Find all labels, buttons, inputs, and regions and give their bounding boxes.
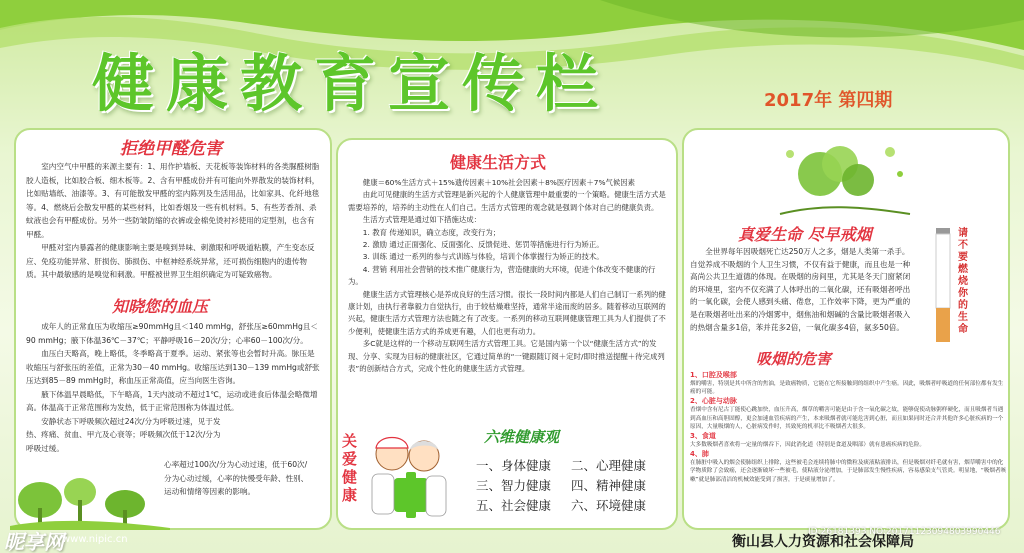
six-item: 一、身体健康 [476,458,552,473]
quit-smoking-para: 全世界每年因吸烟死亡达250万人之多，烟是人类第一杀手。自觉养成不吸烟的个人卫生习惯，不仅有益于健康，而且也是一种高尚公共卫生道德的体现。在吸烟的房间里，尤其是冬天门窗紧闭的环境里，室内不仅充满了人体呼出的二氧化碳，还有吸烟者呼出的一氧化碳，会使人感到头痛、倦怠，工作效率下降，更为严重的是在吸烟者吐出来的冷烟雾中，烟焦油和烟碱的含量比吸烟者吸入的热烟含量多1倍，苯并芘多2倍，一氧化碳多4倍，氨多50倍。 [690,247,911,332]
harm-heading: 2、心脏与动脉 [690,397,737,406]
green-foliage-illustration [760,134,920,220]
smoking-harm-list [690,370,1008,484]
harm-text: 香烟中含有尼古丁能使心跳加快，血压升高，烟草的嚼害可能是由于含一氧化碳之故，能够促使动脉粥样硬化，而且吸烟者当遇到高血压和高胆固醇，更会加速血管疾病的产生，本来吸烟者就可能危害到心脏，而且如果同时还合并其他许多心脏疾病的一个原因，大量吸烟的人，心脏病发作时，其致死的机率比不吸烟者大很多。 [690,407,1004,430]
trees-illustration [10,470,170,530]
blood-pressure-text [26,320,322,455]
six-item: 五、社会健康 [476,498,552,513]
lifestyle-text [348,177,670,376]
watermark-id: ID:26181393 NO:20171123094803990446 [808,527,1001,537]
formaldehyde-para-2: 甲醛对室内暴露者的健康影响主要是嗅到异味、刺激眼和呼吸道粘膜，产生变态反应、免疫功能异常、肝损伤、肺损伤、中枢神经系统异常，还可损伤细胞内的遗传物质。其中最敏感的是嗅觉和刺激。甲醛被世界卫生组织确定为可疑致癌物。 [26,243,315,279]
dont-burn-life-vertical: 请不要燃烧你的生命 [958,228,968,335]
bp-para-2: 血压白天略高，晚上略低，冬季略高于夏季。运动、紧张等也会暂时升高。脉压是收缩压与舒张压的差值，正常为30－40 mmHg。收缩压达到130－139 mmHg或舒张压达到85－89 mmHg时，称血压正常高值，应当向医生咨询。 [26,349,320,385]
six-dimension-list [476,456,666,514]
harm-text: 在肺脏中吸入的烟会使肺组织上排除，这些被毛会连续将肺中的微粒及痰液粘液排出，但是吸烟对纤毛就有害，烟草嚼害中的化学物质除了会致癌，还会逐渐破坏一些被毛，使粘液分泌增加，于是肺部发生慢性疾病，容易感染支气管炎。明显地，“吸烟者咳嗽”就是肺部清洁的机械效能受到了损害，于是痰量增加了。 [690,460,1007,483]
harm-heading: 3、食道 [690,432,716,441]
quit-smoking-title: 真爱生命 尽早戒烟 [738,225,872,244]
bp-para-3: 腋下体温早晨略低，下午略高，1天内波动不超过1℃，运动或进食后体温会略微增高。体温高于正常范围称为发热，低于正常范围称为体温过低。 [26,389,318,412]
lifestyle-item-2: 2. 激励 通过正面强化、反面强化、反馈促进、惩罚等措施进行行为矫正。 [362,240,604,250]
bp-para-4: 安静状态下呼吸频次超过24次/分为呼吸过速，见于发热、疼痛、贫血、甲亢及心衰等；呼吸频次低于12次/分为呼吸过缓。 [26,416,221,453]
six-dimension-title: 六维健康观 [484,428,560,446]
lifestyle-item-3: 3. 训练 通过一系列的参与式训练与体验，培训个体掌握行为矫正的技术。 [362,252,604,262]
lifestyle-item-4: 4. 营销 利用社会营销的技术推广健康行为，营造健康的大环境，促进个体改变不健康的行为。 [348,264,656,287]
blood-pressure-title: 知晓您的血压 [112,297,209,316]
bp-para-5: 心率超过100次/分为心动过速，低于60次/分为心动过缓，心率的快慢受年龄、性别、运动和情绪等因素的影响。 [164,460,309,496]
formaldehyde-title: 拒绝甲醛危害 [120,139,222,159]
harm-heading: 4、肺 [690,450,709,459]
care-health-label: 关爱健康 [342,432,358,504]
watermark-logo: 昵享网 [4,530,64,553]
cigarette-icon [932,226,954,344]
smoking-harm-title: 吸烟的危害 [756,350,832,368]
bp-para-1: 成年人的正常血压为收缩压≥90mmHg且＜140 mmHg，舒张压≥60mmHg且＜90 mmHg；腋下体温36℃－37℃；平静呼吸16－20次/分；心率60－100次/分。 [26,322,318,345]
six-item: 三、智力健康 [476,478,552,493]
quit-smoking-text [690,246,916,334]
watermark-url: www.nipic.cn [62,534,128,545]
lifestyle-formula: 健康＝60%生活方式＋15%遗传因素＋10%社会因素＋8%医疗因素＋7%气候因素 [362,178,636,187]
issue-label: 2017年 第四期 [764,90,893,111]
six-item: 二、心理健康 [571,458,647,473]
lifestyle-title: 健康生活方式 [450,153,547,172]
formaldehyde-para-1: 室内空气中甲醛的来源主要有：1、用作护墙板、天花板等装饰材料的各类脲醛树脂胶人造板，比如胶合板、细木板等。2、含有甲醛成份并有可能向外界散发的装饰材料，比如贴墙纸、油漆等。3、有可能散发甲醛的室内陈列及生活用品，比如家具、化纤地毯等。4、燃烧后会散发甲醛的某些材料，比如香烟及一些有机材料。5、有些芳香剂、杀蚊液也会有甲醛成份。另外一些防皱防缩的衣裤或金棉免烫衬衫使用的定型剂，也含有甲醛。 [26,162,320,239]
lifestyle-para-1: 由此可见健康的生活方式管理是新兴起的个人健康管理中最重要的一个策略。健康生活方式是需要培养的，培养的主动性在人们自己。生活方式管理的观念就是强调个体对自己的健康负责。 [348,190,666,212]
lifestyle-para-2: 生活方式管理是通过如下措施达成： [362,215,482,225]
page-title: 健康教育宣传栏 [92,47,611,120]
lifestyle-para-4: 多C就是这样的一个移动互联网生活方式管理工具。它是国内第一个以“健康生活方式”的发现、分享、实现为目标的健康社区，它通过简单的“一键跟随订阅＋定时/即时推送提醒＋待完成列表”的创新结合方式，完成个性化的健康生活方式管理。 [348,339,665,374]
six-item: 六、环境健康 [571,498,647,513]
six-item: 四、精神健康 [571,478,647,493]
footer-organization: 衡山县人力资源和社会保障局 [732,534,914,550]
formaldehyde-text [26,160,322,282]
harm-text: 烟的嚼害，特别是其中所含的焦油，是致癌物质，它能在它所接触到的组织中产生癌。因此，吸烟者呼吸道的任何部位都有发生癌的可能。 [690,381,1004,396]
lifestyle-para-3: 健康生活方式管理核心是养成良好的生活习惯。很长一段时间内都是人们自己制订一系列的健康计划，由执行者靠毅力自觉执行，由于较枯燥难坚持，通常半途而废的居多。随着移动互联网的兴起，健康生活方式管理方法也随之有了改变。一系列的移动互联网健康管理工具为人们提供了不少便利，使健康生活方式的养成更有趣，人们也更有动力。 [348,289,666,336]
harm-heading: 1、口腔及喉部 [690,371,737,379]
doctors-cartoon-icon [364,428,450,524]
lifestyle-item-1: 1. 教育 传递知识，确立态度，改变行为； [362,227,501,237]
harm-text: 大多数吸烟者喜欢将一定量的烟吞下，因此消化道（特别是食道及咽部）就有患癌疾病的危险。 [690,442,925,449]
